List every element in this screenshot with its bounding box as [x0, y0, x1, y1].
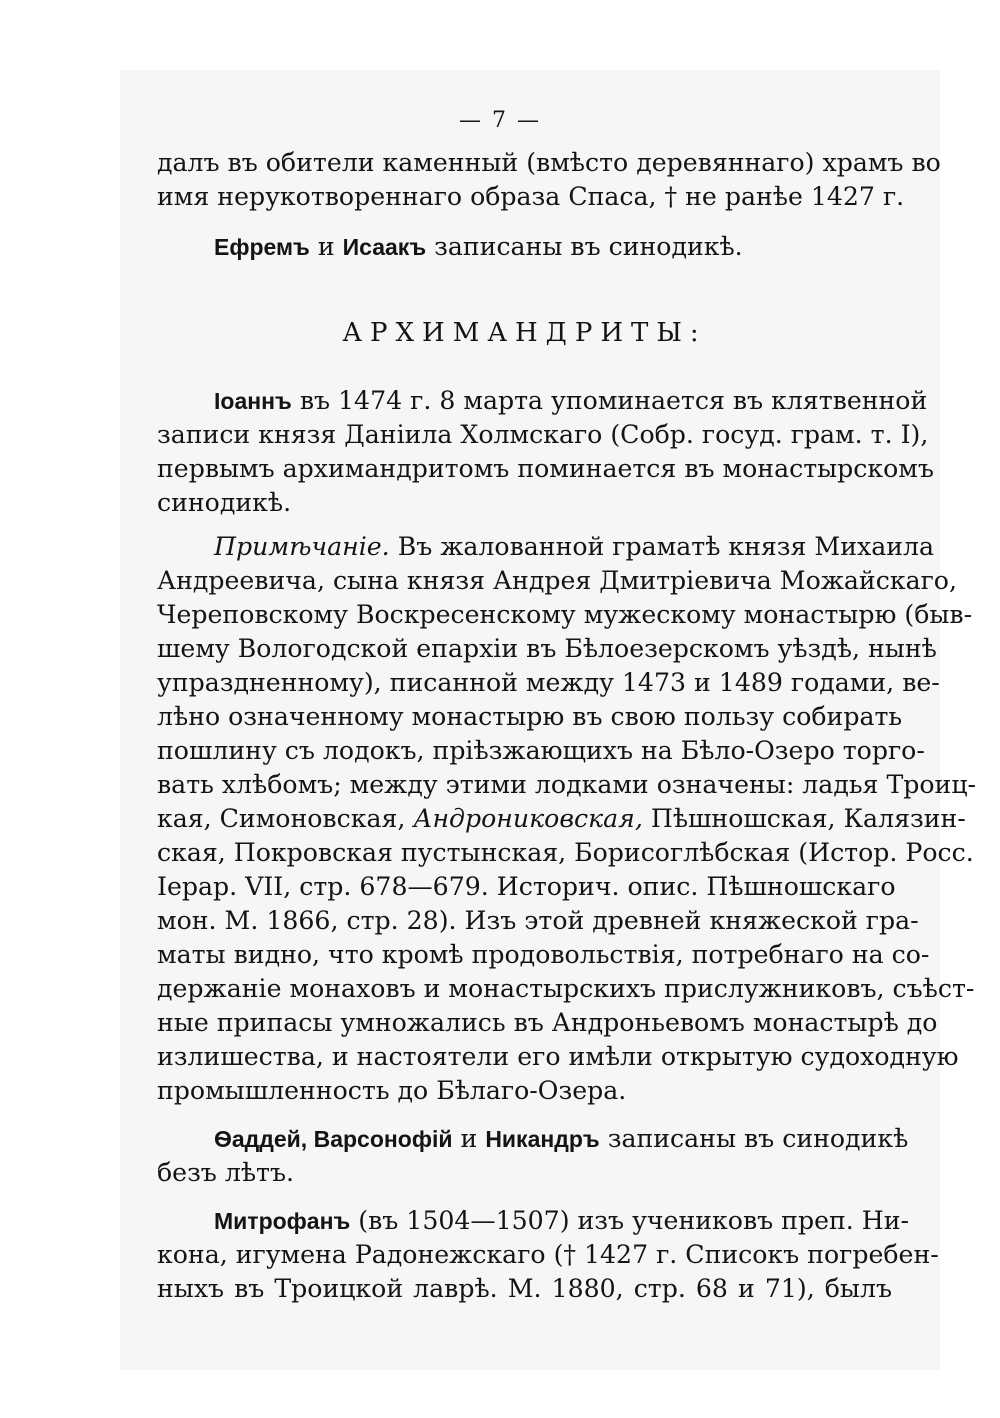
- text-fragment: (въ 1504—1507) изъ учениковъ преп. Ни-: [358, 1206, 910, 1235]
- italic-fragment: Андрониковская,: [413, 804, 643, 833]
- text-fragment: Пѣшношская, Калязин-: [650, 804, 966, 833]
- text-line: [214, 386, 928, 416]
- text-fragment: въ 1474 г. 8 марта упоминается въ клятвенной: [299, 386, 928, 415]
- text-line: лѣно означенному монастырю въ свою пользу собирать: [157, 702, 903, 731]
- text-line: вать хлѣбомъ; между этими лодками означены: ладья Троиц-: [157, 770, 977, 799]
- text-line: [214, 1124, 909, 1154]
- text-line: Андреевича, сына князя Андрея Дмитріевича Можайскаго,: [157, 566, 957, 595]
- text-line: маты видно, что кромѣ продовольствія, потребнаго на со-: [157, 940, 930, 969]
- text-line: далъ въ обители каменный (вмѣсто деревяннаго) храмъ во: [157, 148, 941, 177]
- text-line: излишества, и настоятели его имѣли открытую судоходную: [157, 1042, 959, 1071]
- text-line: [214, 532, 935, 562]
- text-line: ныхъ въ Троицкой лаврѣ. М. 1880, стр. 68 и 71), былъ: [157, 1274, 892, 1303]
- section-heading: АРХИМАНДРИТЫ:: [342, 318, 707, 348]
- text-line: промышленность до Бѣлаго-Озера.: [157, 1076, 627, 1105]
- text-line: кона, игумена Радонежскаго († 1427 г. Списокъ погребен-: [157, 1240, 939, 1269]
- text-line: пошлину съ лодокъ, пріѣзжающихъ на Бѣло-Озеро торго-: [157, 736, 925, 765]
- text-fragment: кая, Симоновская,: [157, 804, 406, 833]
- text-line: Череповскому Воскресенскому мужескому монастырю (быв-: [157, 600, 973, 629]
- text-line: безъ лѣтъ.: [157, 1158, 294, 1187]
- text-line: упраздненному), писанной между 1473 и 1489 годами, ве-: [157, 668, 940, 697]
- name-nikandr: Никандръ: [485, 1126, 600, 1152]
- text-line: ные припасы умножались въ Андроньевомъ монастырѣ до: [157, 1008, 938, 1037]
- note-label: Примѣчаніе.: [214, 532, 390, 561]
- text-line: держаніе монаховъ и монастырскихъ прислужниковъ, съѣст-: [157, 974, 975, 1003]
- names-faddei-varsonofii: Ѳаддей, Варсонофій: [214, 1126, 453, 1152]
- text-line: Іерар. VII, стр. 678—679. Историч. опис. Пѣшношскаго: [157, 872, 896, 901]
- text-line: синодикѣ.: [157, 488, 292, 517]
- conjunction: и: [460, 1124, 478, 1153]
- paragraph-efrem: [214, 232, 892, 262]
- text-fragment: записаны въ синодикѣ: [607, 1124, 909, 1153]
- text-line: записи князя Даніила Холмскаго (Собр. госуд. грам. т. I),: [157, 420, 929, 449]
- conjunction: и: [317, 232, 335, 261]
- text-line: первымъ архимандритомъ поминается въ монастырскомъ: [157, 454, 934, 483]
- text-fragment: Въ жалованной граматѣ князя Михаила: [397, 532, 935, 561]
- text-line: имя нерукотвореннаго образа Спаса, † не ранѣе 1427 г.: [157, 182, 905, 211]
- name-ioann: Іоаннъ: [214, 388, 292, 414]
- text-line: [214, 1206, 910, 1236]
- text-fragment: записаны въ синодикѣ.: [434, 232, 743, 261]
- name-efrem: Ефремъ: [214, 234, 310, 260]
- text-line: [157, 804, 966, 834]
- page-number: — 7 —: [459, 108, 541, 133]
- name-isaak: Исаакъ: [342, 234, 427, 260]
- name-mitrofan: Митрофанъ: [214, 1208, 351, 1234]
- text-line: мон. М. 1866, стр. 28). Изъ этой древней княжеской гра-: [157, 906, 919, 935]
- text-line: ская, Покровская пустынская, Борисоглѣбская (Истор. Росс.: [157, 838, 974, 867]
- text-line: шему Вологодской епархіи въ Бѣлоезерскомъ уѣздѣ, нынѣ: [157, 634, 937, 663]
